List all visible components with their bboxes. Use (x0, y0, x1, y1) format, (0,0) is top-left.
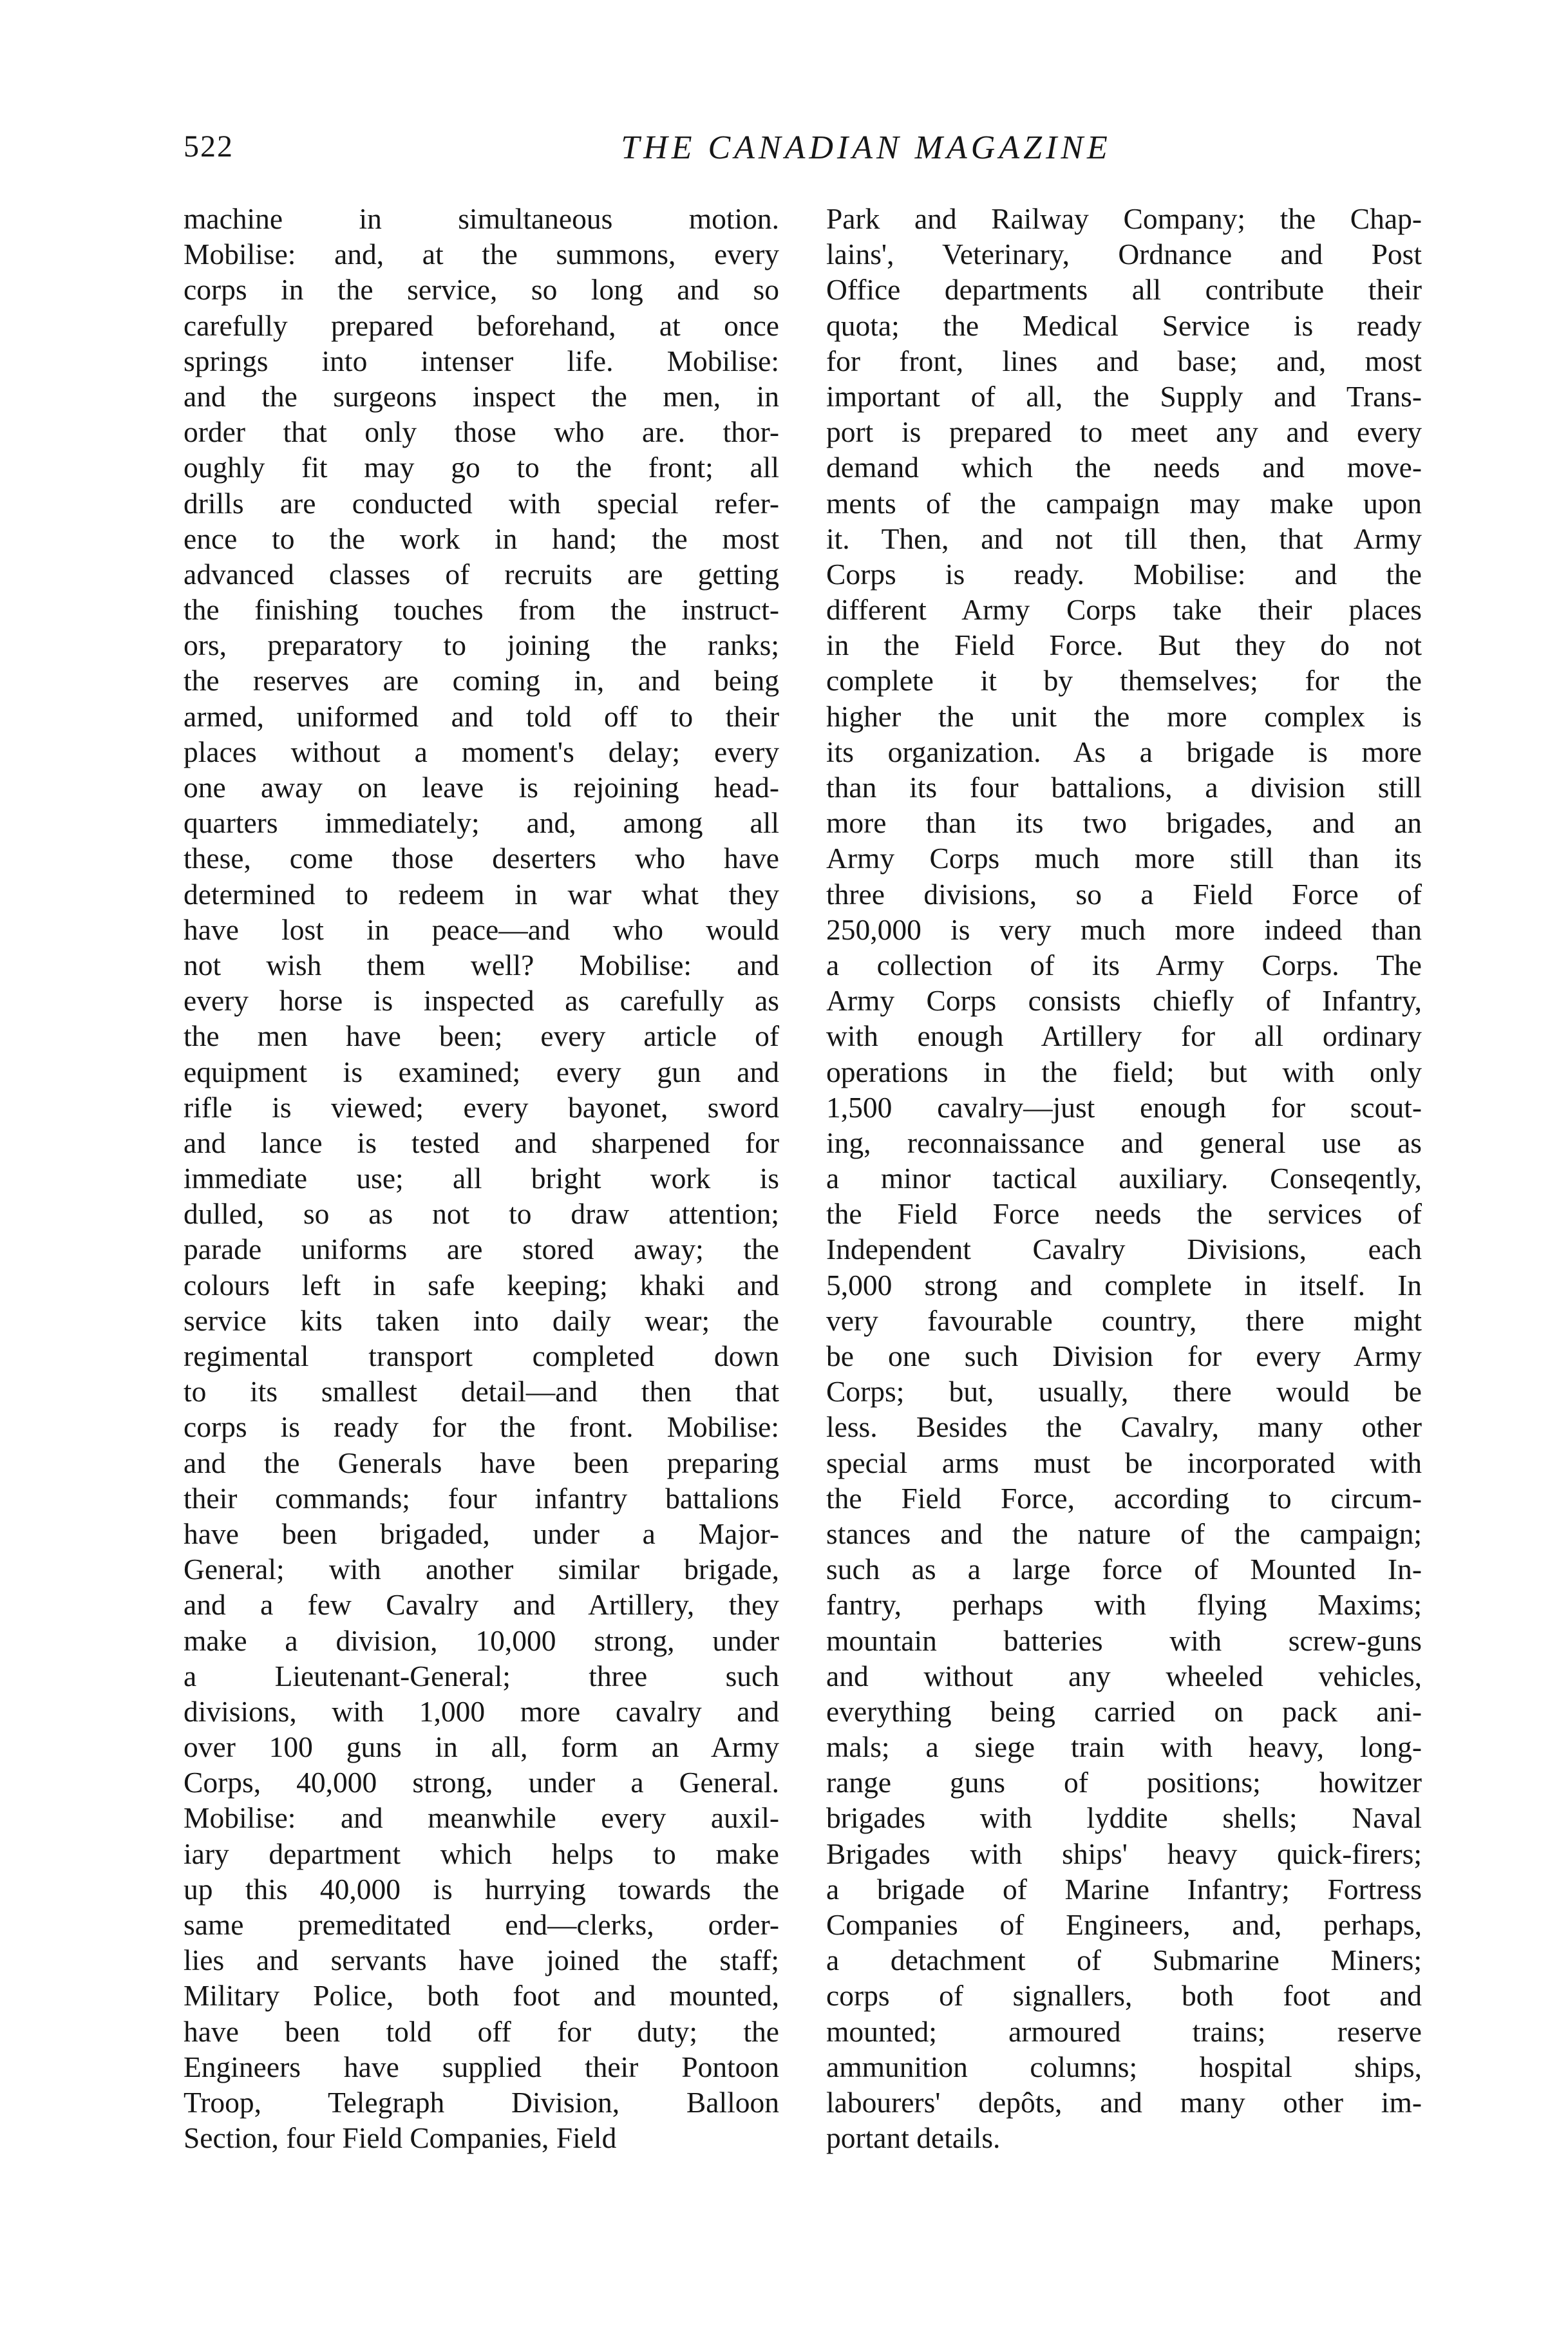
text-line: machine in simultaneous motion. (184, 202, 779, 235)
text-line: ors, preparatory to joining the ranks; (184, 629, 779, 662)
text-line: a Lieutenant-General; three such (184, 1659, 779, 1692)
text-line: to its smallest detail—and then that (184, 1375, 779, 1408)
text-line: important of all, the Supply and Trans- (826, 379, 1422, 413)
text-line: operations in the field; but with only (826, 1055, 1422, 1088)
text-line: for front, lines and base; and, most (826, 344, 1422, 377)
text-line: a collection of its Army Corps. The (826, 948, 1422, 981)
text-line: complete it by themselves; for the (826, 664, 1422, 697)
page-number: 522 (184, 129, 234, 164)
text-line: ments of the campaign may make upon (826, 486, 1422, 520)
text-line: not wish them well? Mobilise: and (184, 948, 779, 981)
text-line: very favourable country, there might (826, 1303, 1422, 1337)
text-line: special arms must be incorporated with (826, 1446, 1422, 1479)
text-line: springs into intenser life. Mobilise: (184, 344, 779, 377)
text-line: stances and the nature of the campaign; (826, 1517, 1422, 1550)
text-line: these, come those deserters who have (184, 842, 779, 875)
text-column-left (184, 201, 779, 2155)
text-line: lies and servants have joined the staff; (184, 1944, 779, 1977)
text-line: Army Corps much more still than its (826, 842, 1422, 875)
text-line: portant details. (826, 2121, 1001, 2155)
text-line: service kits taken into daily wear; the (184, 1303, 779, 1337)
text-line: lains', Veterinary, Ordnance and Post (826, 238, 1422, 271)
text-line: Mobilise: and meanwhile every auxil- (184, 1801, 779, 1835)
text-line: three divisions, so a Field Force of (826, 877, 1422, 911)
text-line: 5,000 strong and complete in itself. In (826, 1268, 1422, 1302)
text-line: divisions, with 1,000 more cavalry and (184, 1694, 779, 1728)
text-line: quarters immediately; and, among all (184, 806, 779, 840)
text-line: ing, reconnaissance and general use as (826, 1126, 1422, 1159)
text-line: demand which the needs and move- (826, 451, 1422, 484)
text-line: make a division, 10,000 strong, under (184, 1624, 779, 1657)
text-line: iary department which helps to make (184, 1837, 779, 1870)
text-line: and the surgeons inspect the men, in (184, 379, 779, 413)
text-line: Park and Railway Company; the Chap- (826, 202, 1422, 235)
text-line: the reserves are coming in, and being (184, 664, 779, 697)
text-line: the men have been; every article of (184, 1019, 779, 1053)
text-line: it. Then, and not till then, that Army (826, 522, 1422, 555)
text-line: over 100 guns in all, form an Army (184, 1730, 779, 1764)
text-line: General; with another similar brigade, (184, 1553, 779, 1586)
text-line: have lost in peace—and who would (184, 913, 779, 946)
text-line: mals; a siege train with heavy, long- (826, 1730, 1422, 1764)
text-line: mountain batteries with screw-guns (826, 1624, 1422, 1657)
running-title: THE CANADIAN MAGAZINE (621, 129, 1111, 166)
text-line: everything being carried on pack ani- (826, 1694, 1422, 1728)
text-line: Independent Cavalry Divisions, each (826, 1233, 1422, 1266)
text-line: determined to redeem in war what they (184, 877, 779, 911)
text-line: advanced classes of recruits are getting (184, 557, 779, 591)
text-line: Army Corps consists chiefly of Infantry, (826, 984, 1422, 1018)
text-line: its organization. As a brigade is more (826, 735, 1422, 768)
text-line: and a few Cavalry and Artillery, they (184, 1588, 779, 1622)
text-line: armed, uniformed and told off to their (184, 699, 779, 733)
text-line: have been told off for duty; the (184, 2014, 779, 2048)
text-line: brigades with lyddite shells; Naval (826, 1801, 1422, 1835)
text-line: 250,000 is very much more indeed than (826, 913, 1422, 946)
text-line: in the Field Force. But they do not (826, 629, 1422, 662)
text-line: Mobilise: and, at the summons, every (184, 238, 779, 271)
text-line: Section, four Field Companies, Field (184, 2121, 617, 2155)
text-line: and without any wheeled vehicles, (826, 1659, 1422, 1692)
text-line: with enough Artillery for all ordinary (826, 1019, 1422, 1053)
text-line: a detachment of Submarine Miners; (826, 1944, 1422, 1977)
text-line: be one such Division for every Army (826, 1340, 1422, 1372)
text-line: ammunition columns; hospital ships, (826, 2050, 1422, 2083)
text-line: port is prepared to meet any and every (826, 415, 1422, 449)
text-line: a minor tactical auxiliary. Conseqently, (826, 1162, 1422, 1195)
text-line: mounted; armoured trains; reserve (826, 2014, 1422, 2048)
text-line: their commands; four infantry battalions (184, 1481, 779, 1515)
text-line: up this 40,000 is hurrying towards the (184, 1872, 779, 1906)
text-line: fantry, perhaps with flying Maxims; (826, 1588, 1422, 1622)
text-line: Companies of Engineers, and, perhaps, (826, 1908, 1422, 1941)
text-line: the finishing touches from the instruct- (184, 593, 779, 627)
text-line: have been brigaded, under a Major- (184, 1517, 779, 1550)
page-header (184, 129, 1433, 180)
text-line: colours left in safe keeping; khaki and (184, 1268, 779, 1302)
text-line: corps in the service, so long and so (184, 273, 779, 307)
text-line: Brigades with ships' heavy quick-firers; (826, 1837, 1422, 1870)
text-line: than its four battalions, a division still (826, 771, 1422, 804)
text-line: one away on leave is rejoining head- (184, 771, 779, 804)
text-line: drills are conducted with special refer- (184, 486, 779, 520)
text-line: range guns of positions; howitzer (826, 1766, 1422, 1799)
text-line: same premeditated end—clerks, order- (184, 1908, 779, 1941)
text-line: regimental transport completed down (184, 1340, 779, 1372)
text-line: labourers' depôts, and many other im- (826, 2085, 1422, 2119)
text-line: different Army Corps take their places (826, 593, 1422, 627)
text-line: less. Besides the Cavalry, many other (826, 1410, 1422, 1444)
text-line: parade uniforms are stored away; the (184, 1233, 779, 1266)
text-line: oughly fit may go to the front; all (184, 451, 779, 484)
text-line: order that only those who are. thor- (184, 415, 779, 449)
text-line: the Field Force, according to circum- (826, 1481, 1422, 1515)
text-line: every horse is inspected as carefully as (184, 984, 779, 1018)
text-line: such as a large force of Mounted In- (826, 1553, 1422, 1586)
text-line: and lance is tested and sharpened for (184, 1126, 779, 1159)
text-line: corps of signallers, both foot and (826, 1979, 1422, 2012)
text-line: more than its two brigades, and an (826, 806, 1422, 840)
text-line: corps is ready for the front. Mobilise: (184, 1410, 779, 1444)
text-line: Military Police, both foot and mounted, (184, 1979, 779, 2012)
text-line: a brigade of Marine Infantry; Fortress (826, 1872, 1422, 1906)
text-line: Corps; but, usually, there would be (826, 1375, 1422, 1408)
text-line: rifle is viewed; every bayonet, sword (184, 1090, 779, 1124)
text-line: Corps is ready. Mobilise: and the (826, 557, 1422, 591)
text-line: places without a moment's delay; every (184, 735, 779, 768)
text-line: the Field Force needs the services of (826, 1197, 1422, 1231)
text-line: Troop, Telegraph Division, Balloon (184, 2085, 779, 2119)
text-line: Office departments all contribute their (826, 273, 1422, 307)
text-line: carefully prepared beforehand, at once (184, 308, 779, 342)
text-line: and the Generals have been preparing (184, 1446, 779, 1479)
text-line: Engineers have supplied their Pontoon (184, 2050, 779, 2083)
text-line: 1,500 cavalry—just enough for scout- (826, 1090, 1422, 1124)
text-line: higher the unit the more complex is (826, 699, 1422, 733)
text-line: immediate use; all bright work is (184, 1162, 779, 1195)
text-line: ence to the work in hand; the most (184, 522, 779, 555)
text-line: Corps, 40,000 strong, under a General. (184, 1766, 779, 1799)
text-column-right (826, 201, 1422, 2155)
text-line: equipment is examined; every gun and (184, 1055, 779, 1088)
text-line: dulled, so as not to draw attention; (184, 1197, 779, 1231)
text-line: quota; the Medical Service is ready (826, 308, 1422, 342)
